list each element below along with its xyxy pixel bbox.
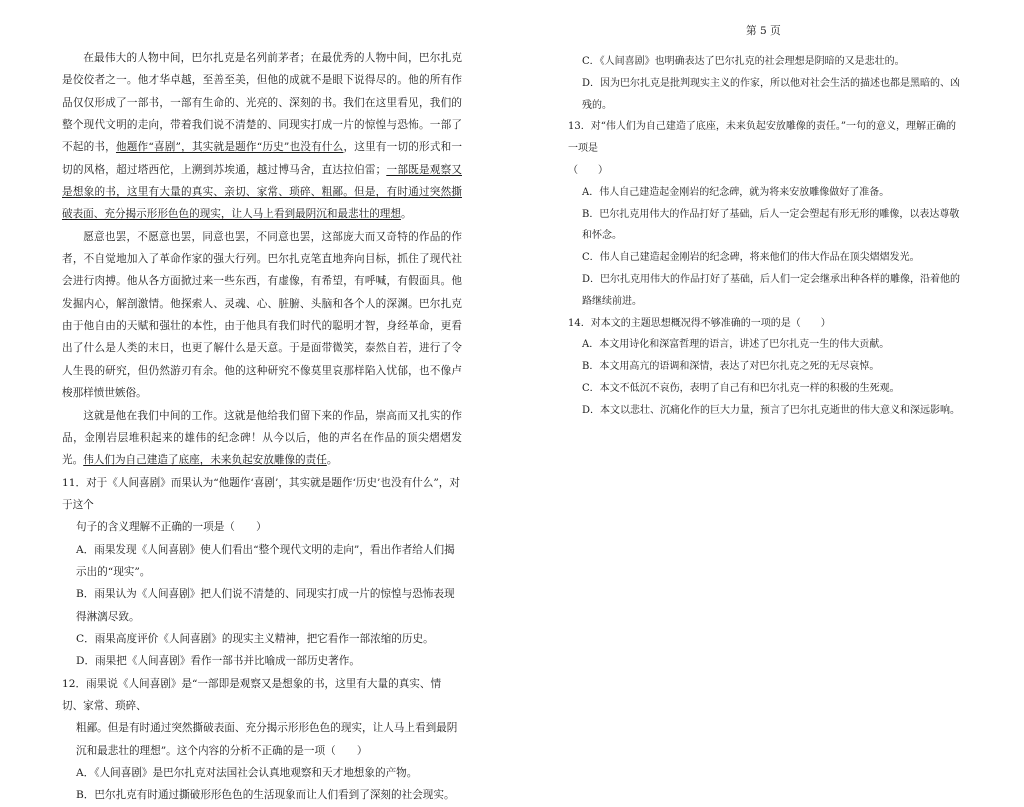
passage-text: 。 [326,454,338,467]
question-14-option-a[interactable]: A．本文用诗化和深富哲理的语言，讲述了巴尔扎克一生的伟大贡献。 [582,339,890,351]
question-12-option-d[interactable]: D．因为巴尔扎克是批判现实主义的作家，所以他对社会生活的描述也都是黑暗的、凶残的。 [582,77,961,111]
question-11-option-d[interactable]: D．雨果把《人间喜剧》看作一部书并比喻成一部历史著作。 [76,655,360,668]
question-12 [62,673,462,807]
page-number: 第 5 页 [746,25,781,37]
question-12-option-a[interactable]: A．《人间喜剧》是巴尔扎克对法国社会认真地观察和天才地想象的产物。 [76,767,418,779]
question-13-stem: 13．对“伟人们为自己建造了底座，未来负起安放雕像的责任。”一句的意义，理解正确的一项是 [568,121,956,155]
question-12-option-c[interactable]: C．《人间喜剧》也明确表达了巴尔扎克的社会理想是阴暗的又是悲壮的。 [582,56,905,67]
passage-text: 在最伟大的人物中间，巴尔扎克是名列前茅者；在最优秀的人物中间，巴尔扎克是佼佼者之一。他才华卓越，至善至美，但他的成就不是眼下说得尽的。他的所有作品仅仅形成了一部书，一部有生命的、光亮的、深刻的书。我们在这里看见，我们的整个现代文明的走向，带着我们说不清楚的、同现实打成一片的惊惶与恐怖。一部了不起的书， [62,52,462,154]
underlined-sentence-observation: 一部既是观察又是想象的书，这里有大量的真实、亲切、家常、琐碎、粗鄙。但是，有时通过突然撕破表面、充分揭示形形色色的现实，让人马上看到最阴沉和最悲壮的理想 [62,163,462,221]
passage-paragraph-1 [62,47,462,226]
question-11-stem-cont: 句子的含义理解不正确的一项是（ ） [76,521,267,534]
question-11-option-c[interactable]: C．雨果高度评价《人间喜剧》的现实主义精神，把它看作一部浓缩的历史。 [76,632,434,645]
passage-paragraph-2: 愿意也罢，不愿意也罢，同意也罢，不同意也罢，这部庞大而又奇特的作品的作者，不自觉地加入了革命作家的强大行列。巴尔扎克笔直地奔向目标，抓住了现代社会进行肉搏。他从各方面掀过来一些东西，有虚像，有希望，有呼喊，有假面具。他发掘内心，解剖激情。他探索人、灵魂、心、脏腑、头脑和各个人的深渊。巴尔扎克由于他自由的天赋和强壮的本性，由于他具有我们时代的聪明才智，身经革命，更看出了什么是人类的末日，也更了解什么是天意。于是面带微笑，泰然自若，进行了令人生畏的研究，但仍然游刃有余。他的这种研究不像莫里哀那样陷入忧郁，也不像卢梭那样愤世嫉俗。 [62,230,462,400]
question-13-stem-cont: （ ） [568,164,608,176]
passage-text: ，这里有一切的形式和一切的风格，超过塔西佗，上溯到苏埃通，越过博马舍，直达拉伯雷； [62,141,463,176]
question-11-stem: 11．对于《人间喜剧》而果认为“他题作‘喜剧’，其实就是题作‘历史’也没有什么”，对于这个 [62,476,460,511]
question-12-stem: 12．雨果说《人间喜剧》是“一部即是观察又是想象的书，这里有大量的真实、情切、家常、琐碎、 [62,677,442,712]
question-14-option-b[interactable]: B．本文用高亢的语调和深情，表达了对巴尔扎克之死的无尽哀悼。 [582,361,880,373]
question-14-option-c[interactable]: C．本文不低沉不哀伤，表明了自己有和巴尔扎克一样的积极的生死观。 [582,382,900,394]
question-11-option-a[interactable]: A．雨果发现《人间喜剧》使人们看出“整个现代文明的走向”，看出作者给人们揭示出的“现实”。 [76,543,455,578]
question-13-option-a[interactable]: A．伟人自己建造起金刚岩的纪念碑，就为将来安放雕像做好了准备。 [582,186,890,198]
question-13-option-b[interactable]: B．巴尔扎克用伟大的作品打好了基础，后人一定会塑起有形无形的雕像，以表达尊敬和怀念。 [582,208,960,242]
question-11-option-b[interactable]: B．雨果认为《人间喜剧》把人们说不清楚的、同现实打成一片的惊惶与恐怖表现得淋漓尽致。 [76,588,455,623]
question-12-stem-cont: 粗鄙。但是有时通过突然撕破表面、充分揭示形形色色的现实，让人马上看到最阴沉和最悲壮的理想”。这个内容的分析不正确的是一项（ ） [76,722,458,757]
question-13-option-d[interactable]: D．巴尔扎克用伟大的作品打好了基础，后人们一定会继承出种各样的雕像，沿着他的路继续前进。 [582,273,961,307]
question-14-option-d[interactable]: D．本文以悲壮、沉痛化作的巨大力量，预言了巴尔扎克逝世的伟大意义和深远影响。 [582,404,961,416]
underlined-sentence-history: 他题作“喜剧”，其实就是题作“历史”也没有什么 [115,141,344,154]
left-flow [62,47,462,807]
question-11 [62,472,462,673]
question-12-option-b[interactable]: B．巴尔扎克有时通过撕破形形色色的生活现象而让人们看到了深刻的社会现实。 [76,789,455,802]
question-14-stem: 14．对本文的主题思想概况得不够准确的一项的是（ ） [568,317,831,329]
question-14 [568,313,963,422]
underlined-sentence-pedestal: 伟人们为自己建造了底座，未来负起安放雕像的责任 [83,454,327,467]
question-13 [568,116,963,312]
passage-text: 这就是他在我们中间的工作。这就是他给我们留下来的作品，崇高而又扎实的作品，金刚岩层堆积起来的雄伟的纪念碑！从今以后，他的声名在作品的顶尖熠熠发光。 [62,409,462,467]
passage-paragraph-3 [62,405,462,472]
passage-text: 。 [401,208,412,221]
right-column [568,25,963,422]
question-13-option-c[interactable]: C．伟人自己建造起金刚岩的纪念碑，将来他们的伟大作品在顶尖熠熠发光。 [582,252,920,264]
